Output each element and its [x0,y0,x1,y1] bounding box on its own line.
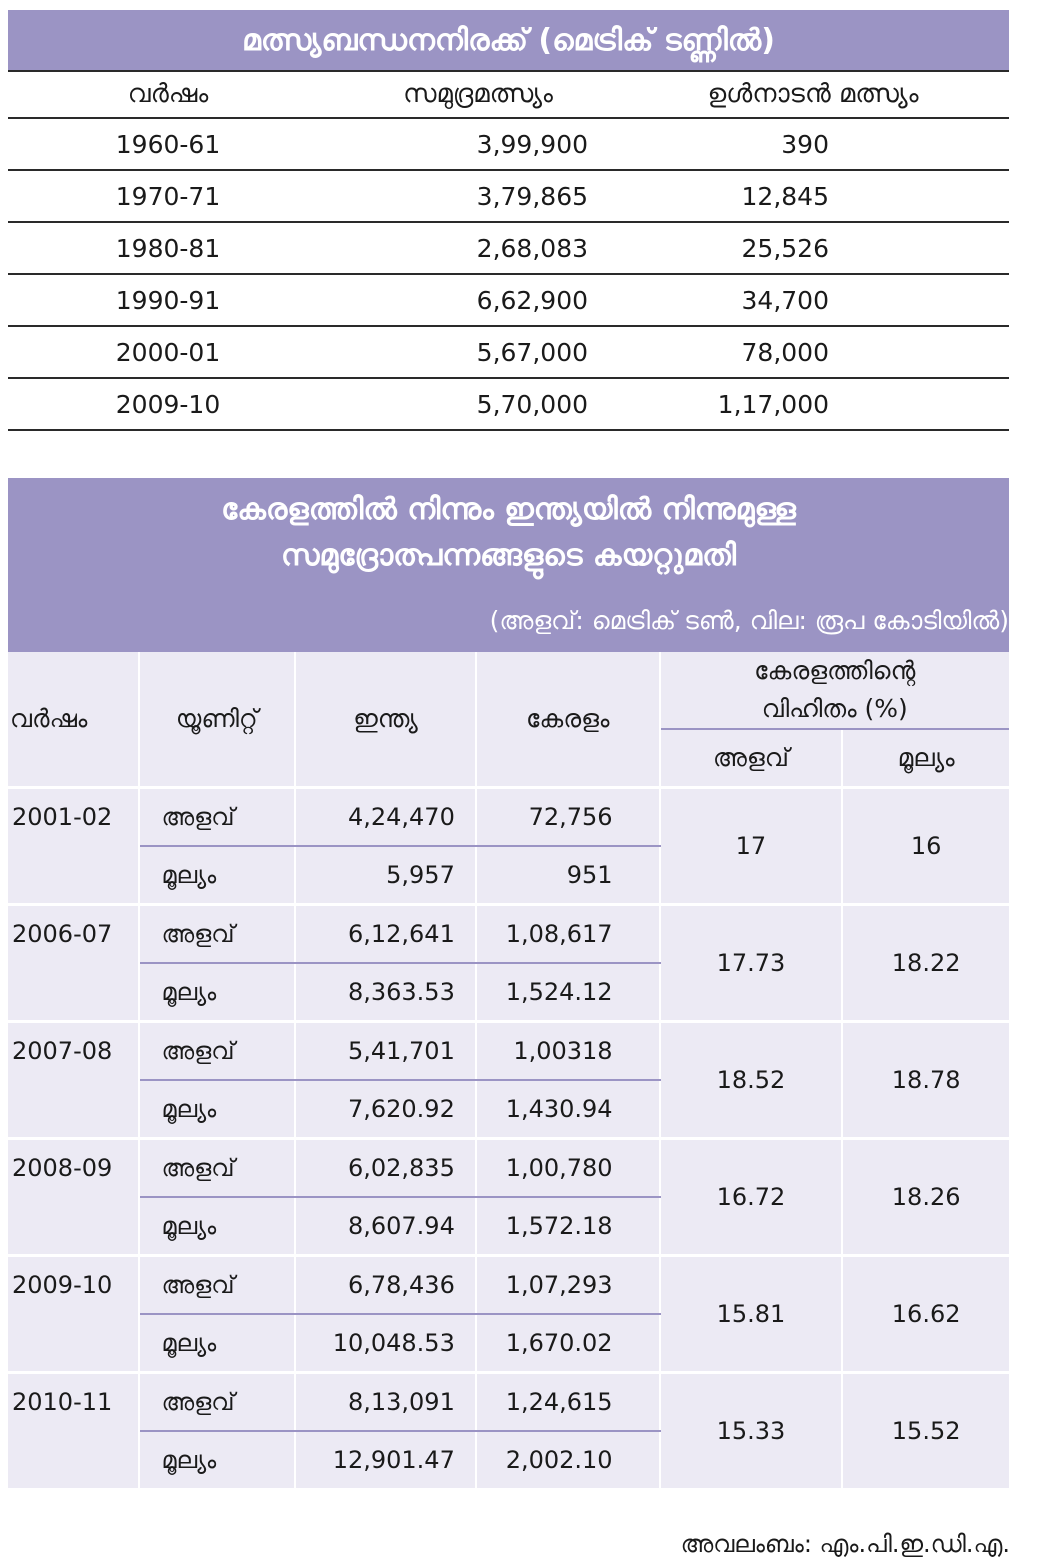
export-table-title [8,478,1009,652]
share-value-cell: 18.26 [842,1139,1009,1256]
year-cell: 2007-08 [8,1022,139,1139]
inland-cell: 12,845 [741,181,829,211]
export-row-quantity [8,788,1009,847]
fish-catch-table-body [8,119,1009,431]
india-quantity-cell: 4,24,470 [295,788,476,847]
share-quantity-cell: 15.81 [660,1256,843,1373]
fish-catch-row [8,327,1009,379]
unit-value-cell: മൂല്യം [139,1431,296,1488]
share-value-cell: 18.78 [842,1022,1009,1139]
export-row-quantity [8,1022,1009,1081]
india-quantity-cell: 5,41,701 [295,1022,476,1081]
india-value-cell: 10,048.53 [295,1314,476,1373]
header-marine: സമുദ്രമത്സ്യം [403,79,553,109]
export-table [8,478,1009,1488]
fish-catch-row [8,379,1009,431]
unit-quantity-cell: അളവ് [139,1022,296,1081]
kerala-quantity-cell: 1,00318 [476,1022,660,1081]
unit-value-cell: മൂല്യം [139,846,296,905]
header-inland: ഉൾനാടൻ മത്സ്യം [707,79,919,109]
header-share-line2: വിഹിതം (%) [761,694,908,723]
year-cell: 1970-71 [115,181,221,211]
inland-cell: 78,000 [741,337,829,367]
india-value-cell: 8,607.94 [295,1197,476,1256]
india-quantity-cell: 8,13,091 [295,1373,476,1432]
india-value-cell: 5,957 [295,846,476,905]
kerala-quantity-cell: 1,08,617 [476,905,660,964]
share-value-cell: 16.62 [842,1256,1009,1373]
unit-note: (അളവ്: മെട്രിക് ടൺ, വില: രൂപ കോടിയിൽ) [489,606,1009,635]
export-row-quantity [8,905,1009,964]
header-kerala: കേരളം [476,652,660,788]
kerala-value-cell: 1,670.02 [476,1314,660,1373]
unit-quantity-cell: അളവ് [139,788,296,847]
export-row-quantity [8,1139,1009,1198]
share-quantity-cell: 15.33 [660,1373,843,1489]
year-cell: 1980-81 [115,233,221,263]
kerala-quantity-cell: 1,00,780 [476,1139,660,1198]
header-unit: യൂണിറ്റ് [139,652,296,788]
fish-catch-table-header [8,72,1009,119]
unit-quantity-cell: അളവ് [139,1373,296,1432]
share-quantity-cell: 18.52 [660,1022,843,1139]
source-note: അവലംബം: എം.പി.ഇ.ഡി.എ. [680,1530,1010,1558]
marine-cell: 5,67,000 [476,337,588,367]
year-cell: 2001-02 [8,788,139,905]
year-cell: 2008-09 [8,1139,139,1256]
export-data-table [8,652,1009,1488]
marine-cell: 2,68,083 [476,233,588,263]
header-share-line1: കേരളത്തിന്റെ [754,656,916,685]
unit-quantity-cell: അളവ് [139,905,296,964]
share-quantity-cell: 17.73 [660,905,843,1022]
unit-value-cell: മൂല്യം [139,963,296,1022]
year-cell: 1960-61 [115,129,221,159]
unit-value-cell: മൂല്യം [139,1197,296,1256]
marine-cell: 6,62,900 [476,285,588,315]
unit-quantity-cell: അളവ് [139,1256,296,1315]
share-value-cell: 18.22 [842,905,1009,1022]
header-india: ഇന്ത്യ [295,652,476,788]
kerala-value-cell: 2,002.10 [476,1431,660,1488]
year-cell: 2000-01 [115,337,221,367]
inland-cell: 390 [781,129,829,159]
year-cell: 2010-11 [8,1373,139,1489]
share-quantity-cell: 17 [660,788,843,905]
india-value-cell: 7,620.92 [295,1080,476,1139]
india-value-cell: 12,901.47 [295,1431,476,1488]
kerala-quantity-cell: 1,07,293 [476,1256,660,1315]
unit-value-cell: മൂല്യം [139,1080,296,1139]
export-row-quantity [8,1373,1009,1432]
marine-cell: 3,79,865 [476,181,588,211]
kerala-value-cell: 1,430.94 [476,1080,660,1139]
share-quantity-cell: 16.72 [660,1139,843,1256]
export-title-line2: സമുദ്രോത്പന്നങ്ങളുടെ കയറ്റുമതി [280,538,737,573]
share-value-cell: 16 [842,788,1009,905]
marine-cell: 5,70,000 [476,389,588,419]
inland-cell: 1,17,000 [717,389,829,419]
kerala-value-cell: 1,524.12 [476,963,660,1022]
kerala-value-cell: 1,572.18 [476,1197,660,1256]
fish-catch-row [8,119,1009,171]
year-cell: 1990-91 [115,285,221,315]
header-year: വർഷം [127,79,209,109]
fish-catch-table-title: മത്സ്യബന്ധനനിരക്ക് (മെട്രിക് ടണ്ണിൽ) [8,10,1009,72]
kerala-value-cell: 951 [476,846,660,905]
export-row-quantity [8,1256,1009,1315]
inland-cell: 34,700 [741,285,829,315]
india-quantity-cell: 6,12,641 [295,905,476,964]
header-year: വർഷം [8,652,139,788]
inland-cell: 25,526 [741,233,829,263]
year-cell: 2009-10 [115,389,221,419]
header-share-value: മൂല്യം [842,729,1009,788]
unit-quantity-cell: അളവ് [139,1139,296,1198]
header-kerala-share [660,652,1009,729]
india-value-cell: 8,363.53 [295,963,476,1022]
export-header-row [8,652,1009,729]
unit-value-cell: മൂല്യം [139,1314,296,1373]
fish-catch-table [8,10,1009,431]
india-quantity-cell: 6,02,835 [295,1139,476,1198]
kerala-quantity-cell: 72,756 [476,788,660,847]
header-share-quantity: അളവ് [660,729,843,788]
year-cell: 2006-07 [8,905,139,1022]
india-quantity-cell: 6,78,436 [295,1256,476,1315]
share-value-cell: 15.52 [842,1373,1009,1489]
fish-catch-row [8,275,1009,327]
fish-catch-row [8,223,1009,275]
export-title-line1: കേരളത്തിൽ നിന്നും ഇന്ത്യയിൽ നിന്നുമുള്ള [221,492,796,527]
year-cell: 2009-10 [8,1256,139,1373]
fish-catch-row [8,171,1009,223]
kerala-quantity-cell: 1,24,615 [476,1373,660,1432]
marine-cell: 3,99,900 [476,129,588,159]
